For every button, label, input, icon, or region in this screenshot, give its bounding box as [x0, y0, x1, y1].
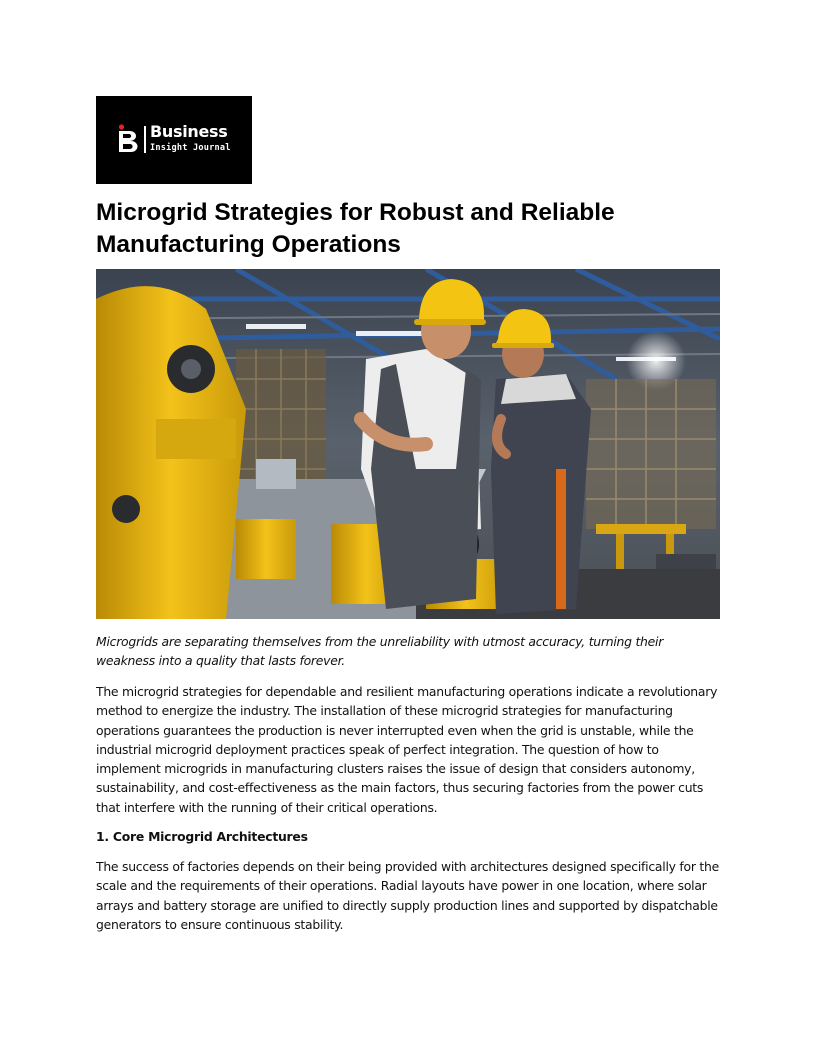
section-paragraph: The success of factories depends on their being provided with architectures designed specifically for the scale and the requirements of their operations. Radial layouts have power in one location, where solar arrays and battery storage are unified to directly supply production lines and supported by dispatchable generators to ensure continuous stability. — [96, 859, 719, 932]
logo-divider — [144, 126, 146, 153]
hero-image — [96, 269, 720, 619]
intro-paragraph: The microgrid strategies for dependable and resilient manufacturing operations indicate a revolutionary method to energize the industry. The installation of these microgrid strategies for manufacturing operations guarantees the production is never interrupted even when the grid is unstable, while the industrial microgrid deployment practices speak of perfect integration. The question of how to implement microgrids in manufacturing clusters raises the issue of design that considers autonomy, sustainability, and cost-effectiveness as the main factors, thus securing factories from the power cuts that interfere with the running of their critical operations. — [96, 684, 718, 815]
logo — [96, 96, 252, 184]
logo-tagline: Insight Journal — [150, 143, 231, 153]
article-title: Microgrid Strategies for Robust and Reliable Manufacturing Operations — [96, 199, 615, 258]
factory-workers-photo — [96, 269, 720, 619]
image-caption: Microgrids are separating themselves from the unreliability with utmost accuracy, turning their weakness into a quality that lasts forever. — [96, 634, 664, 669]
business-insight-logo-icon — [118, 124, 140, 152]
logo-brand-text: Business — [150, 122, 228, 141]
section-heading: 1. Core Microgrid Architectures — [96, 829, 308, 844]
